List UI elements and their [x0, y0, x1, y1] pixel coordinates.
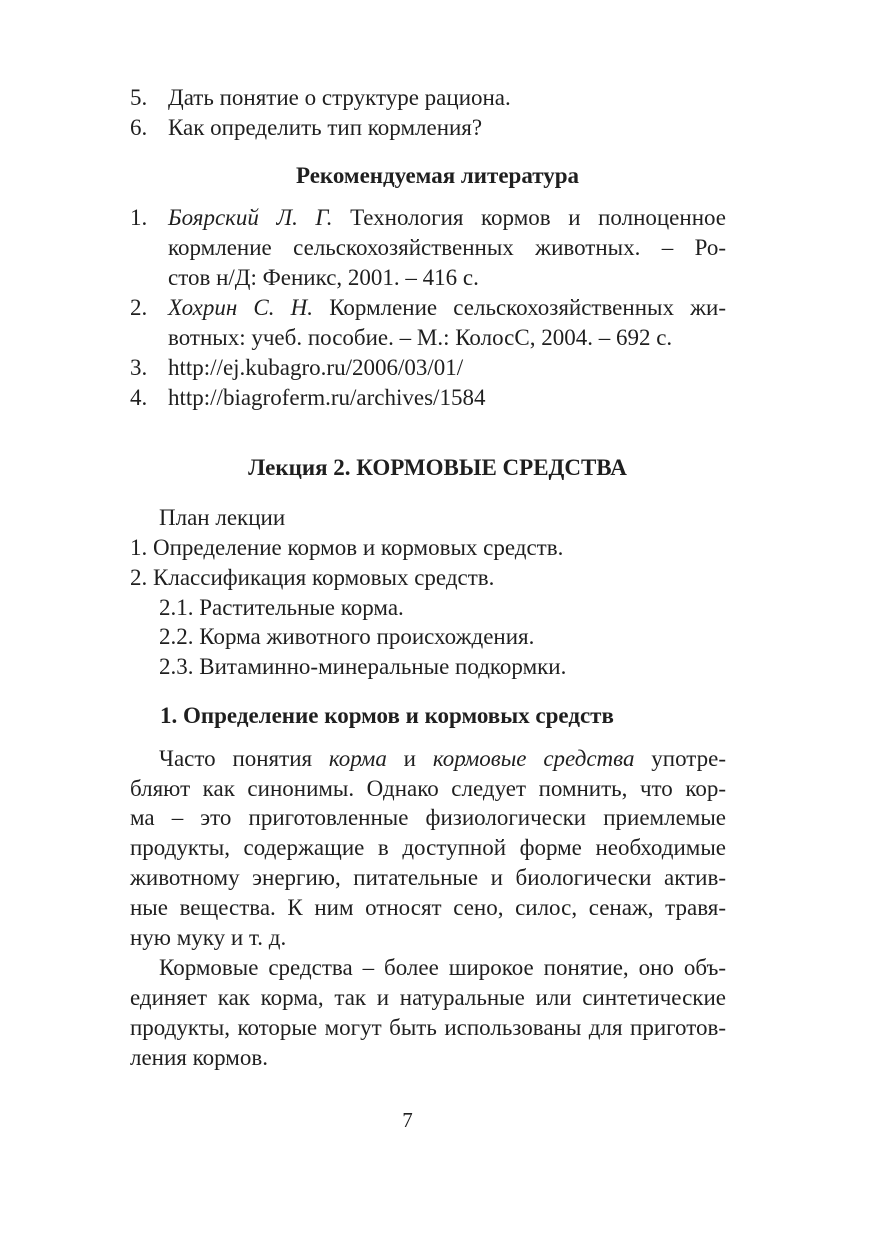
paragraph-line: ления кормов. [130, 1045, 268, 1070]
paragraph-line: Кормовые средства – более широкое понятие, оно объ- [159, 955, 726, 980]
paragraph-line: продукты, содержащие в доступной форме необходимые [130, 835, 726, 860]
question-text: Дать понятие о структуре рациона. [168, 85, 511, 110]
plan-item: 1. Определение кормов и кормовых средств. [130, 535, 564, 560]
lecture-title: Лекция 2. КОРМОВЫЕ СРЕДСТВА [248, 455, 627, 480]
plan-subitem: 2.2. Корма животного происхождения. [159, 624, 535, 649]
literature-item-line: вотных: учеб. пособие. – М.: КолосС, 2004. – 692 с. [168, 325, 673, 350]
literature-item-line: Хохрин С. Н. Кормление сельскохозяйственных жи- [168, 295, 726, 320]
literature-item-number: 4. [130, 385, 148, 410]
question-text: Как определить тип кормления? [168, 115, 483, 140]
literature-item-line: стов н/Д: Феникс, 2001. – 416 с. [168, 265, 479, 290]
plan-item: 2. Классификация кормовых средств. [130, 565, 495, 590]
plan-label: План лекции [159, 505, 286, 530]
paragraph-line: ные вещества. К ним относят сено, силос, сенаж, травя- [130, 895, 726, 920]
literature-link: http://biagroferm.ru/archives/1584 [168, 385, 486, 410]
literature-heading: Рекомендуемая литература [295, 163, 580, 188]
literature-author: Хохрин С. Н. [168, 295, 314, 320]
paragraph-line: животному энергию, питательные и биологически актив- [130, 865, 726, 890]
question-item: 5. [130, 85, 148, 110]
page-number: 7 [402, 1108, 413, 1132]
literature-item-number: 3. [130, 355, 148, 380]
literature-link: http://ej.kubagro.ru/2006/03/01/ [168, 355, 464, 380]
plan-subitem: 2.3. Витаминно-минеральные подкормки. [159, 654, 567, 679]
question-item: 6. [130, 115, 148, 140]
literature-item-number: 1. [130, 205, 148, 230]
section-heading: 1. Определение кормов и кормовых средств [160, 703, 614, 728]
literature-item-line: кормление сельскохозяйственных животных. – Ро- [168, 235, 726, 260]
paragraph-line: единяет как корма, так и натуральные или синтетические [130, 985, 726, 1010]
paragraph-line: Часто понятия корма и кормовые средства употре- [159, 746, 727, 771]
literature-author: Боярский Л. Г. [168, 205, 333, 230]
paragraph-line: продукты, которые могут быть использованы для приготов- [130, 1015, 726, 1040]
plan-subitem: 2.1. Растительные корма. [159, 595, 404, 620]
paragraph-line: ма – это приготовленные физиологически приемлемые [130, 805, 726, 830]
literature-item-number: 2. [130, 295, 148, 320]
literature-item-line: Боярский Л. Г. Технология кормов и полноценное [168, 205, 726, 230]
paragraph-line: бляют как синонимы. Однако следует помнить, что кор- [130, 776, 726, 801]
paragraph-line: ную муку и т. д. [130, 925, 287, 950]
